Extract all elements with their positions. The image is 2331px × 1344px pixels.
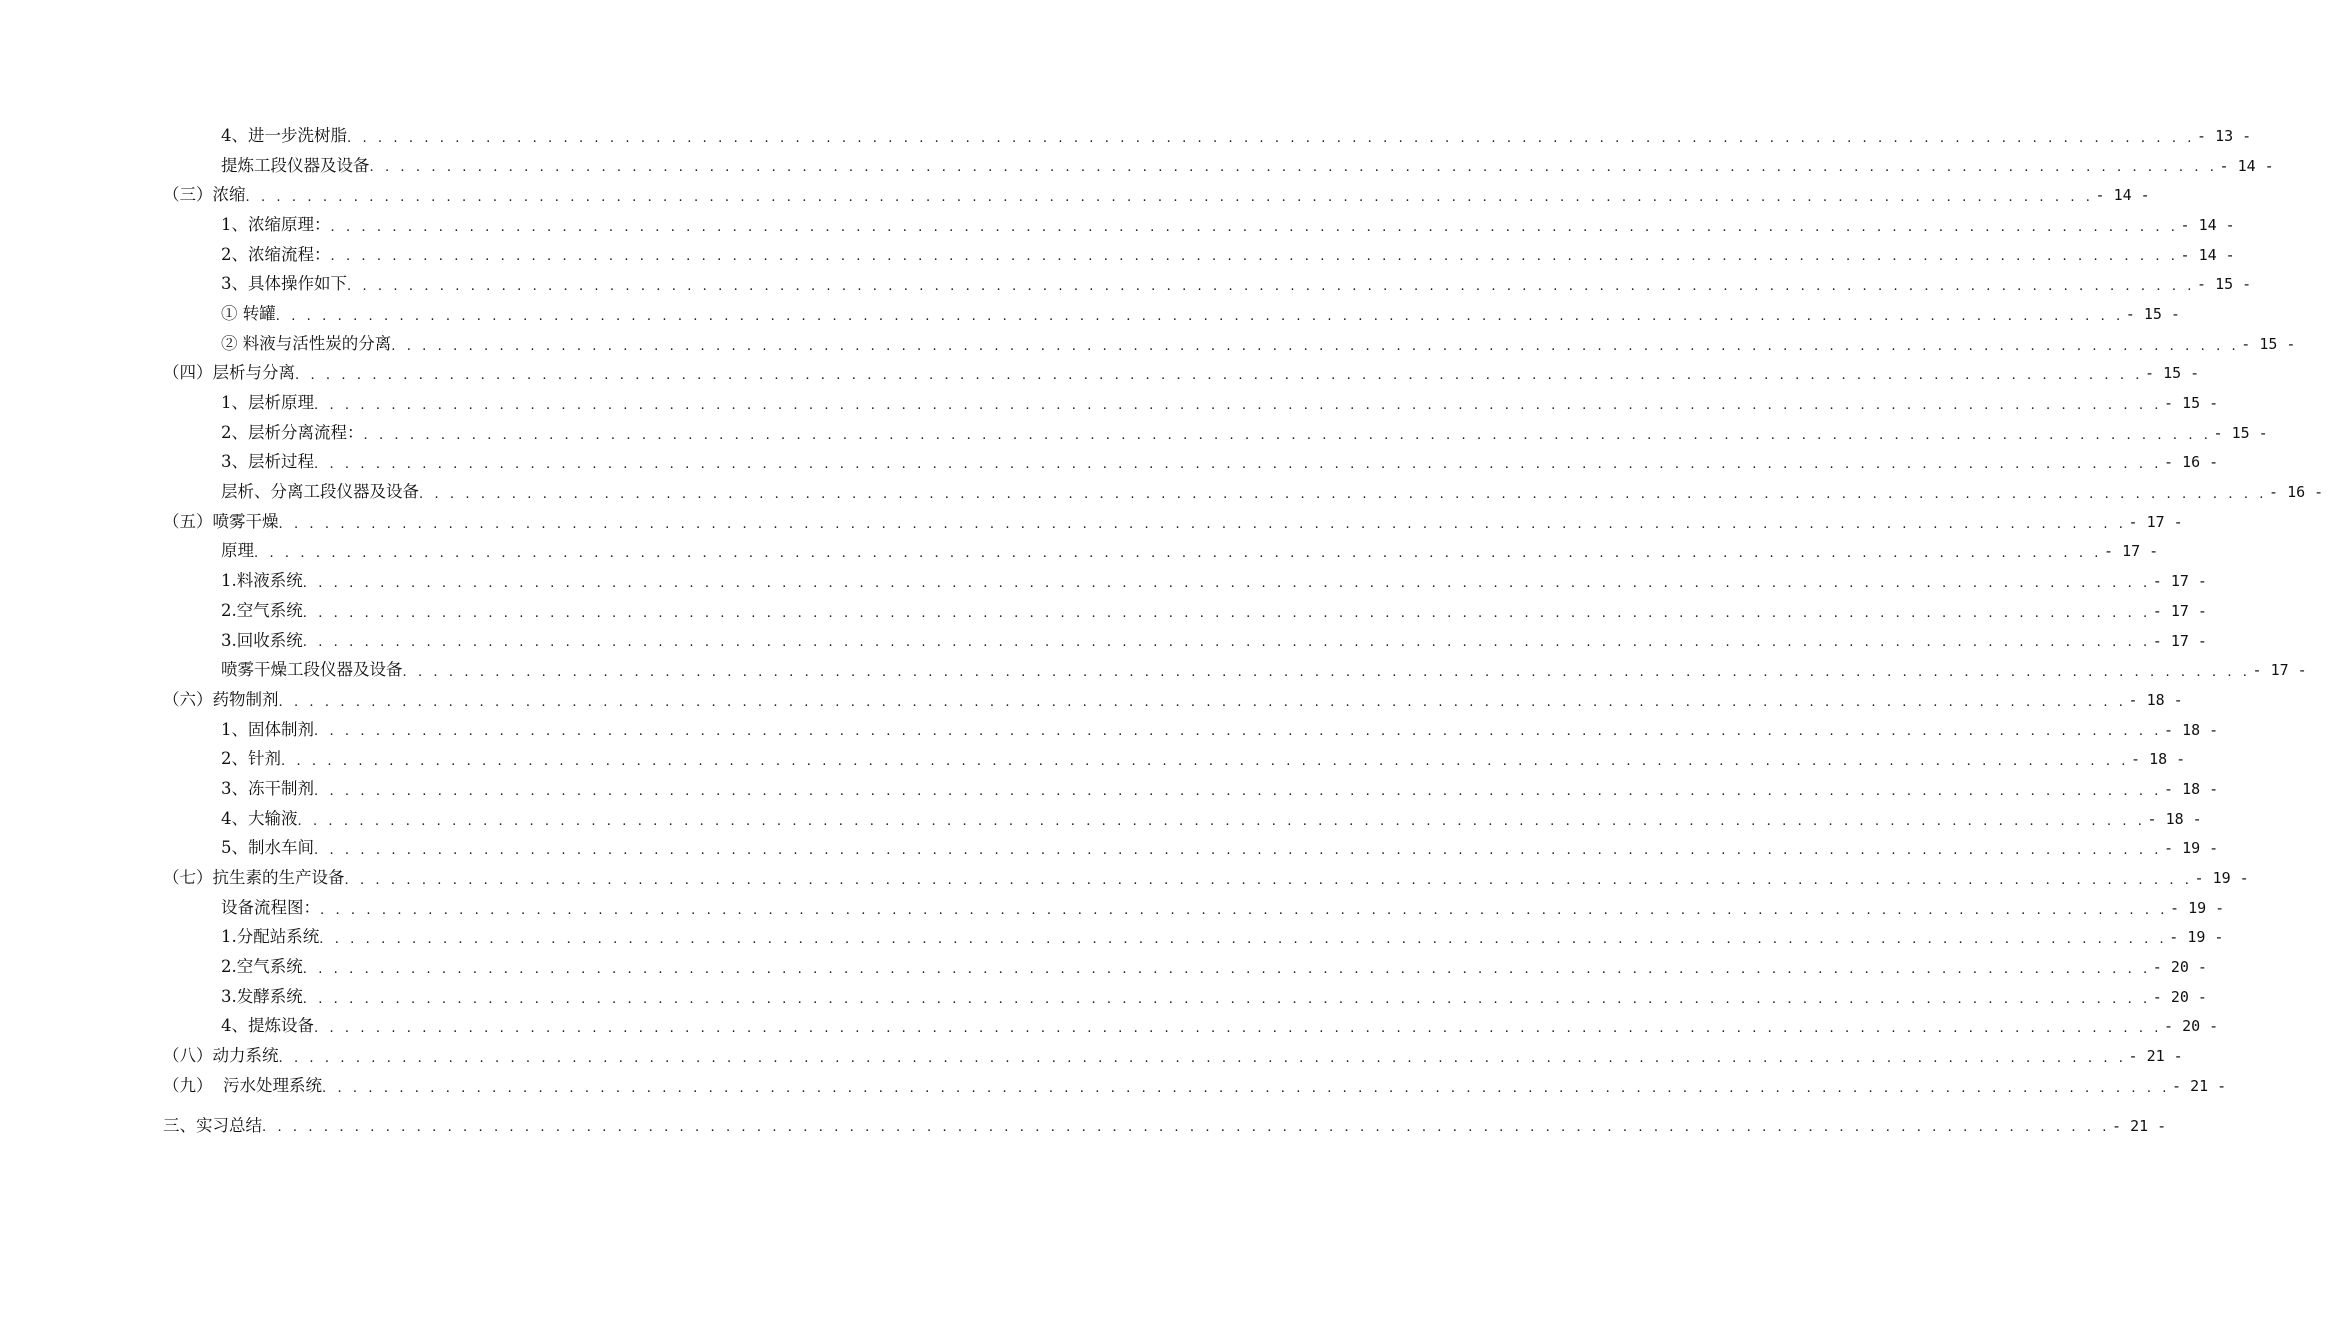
toc-entry-page-number: - 17 - xyxy=(2252,661,2307,680)
toc-entry-title: ② 料液与活性炭的分离 xyxy=(221,333,392,353)
toc-entry[interactable] xyxy=(0,269,2252,299)
toc-entry-page-number: - 14 - xyxy=(2180,245,2235,264)
toc-entry-title: 4、进一步洗树脂 xyxy=(221,125,347,145)
toc-entry-page-number: - 15 - xyxy=(2241,334,2296,353)
toc-entry[interactable] xyxy=(0,685,2183,715)
toc-dot-leader: . . . . . . . . . . . . . . . . . . . . . . . . . . . . . . . . . . . . . . . . . . . . . . . . . . . . . . . . . . . . . . . . . . . . . . . . . . . . . . . . . . . . . . . . . . . . . . . . . . . . . . . . . . . . . . . . . . . . . . . . xyxy=(330,249,2179,265)
toc-entry[interactable] xyxy=(0,448,2219,478)
toc-entry-title: 2、浓缩流程： xyxy=(221,244,331,264)
toc-entry-title: 三、实习总结 xyxy=(163,1115,262,1135)
toc-dot-leader: . . . . . . . . . . . . . . . . . . . . . . . . . . . . . . . . . . . . . . . . . . . . . . . . . . . . . . . . . . . . . . . . . . . . . . . . . . . . . . . . . . . . . . . . . . . . . . . . . . . . . . . . . . . . . . . . . . . . . . . . xyxy=(419,486,2268,502)
toc-dot-leader: . . . . . . . . . . . . . . . . . . . . . . . . . . . . . . . . . . . . . . . . . . . . . . . . . . . . . . . . . . . . . . . . . . . . . . . . . . . . . . . . . . . . . . . . . . . . . . . . . . . . . . . . . . . . . . . . . . . . . . . . xyxy=(320,902,2169,918)
toc-entry[interactable] xyxy=(0,744,2186,774)
toc-entry-page-number: - 19 - xyxy=(2170,898,2225,917)
toc-entry-title: ① 转罐 xyxy=(221,303,276,323)
toc-dot-leader: . . . . . . . . . . . . . . . . . . . . . . . . . . . . . . . . . . . . . . . . . . . . . . . . . . . . . . . . . . . . . . . . . . . . . . . . . . . . . . . . . . . . . . . . . . . . . . . . . . . . . . . . . . . . . . . . . . . . . . . . xyxy=(295,368,2144,384)
toc-entry-title: 1、固体制剂 xyxy=(221,719,314,739)
toc-entry-page-number: - 17 - xyxy=(2104,542,2159,561)
toc-entry-page-number: - 16 - xyxy=(2164,453,2219,472)
toc-dot-leader: . . . . . . . . . . . . . . . . . . . . . . . . . . . . . . . . . . . . . . . . . . . . . . . . . . . . . . . . . . . . . . . . . . . . . . . . . . . . . . . . . . . . . . . . . . . . . . . . . . . . . . . . . . . . . . . . . . . . . . . . xyxy=(302,605,2151,621)
toc-entry[interactable] xyxy=(0,804,2202,834)
toc-entry-page-number: - 14 - xyxy=(2180,215,2235,234)
toc-entry-title: 3、冻干制剂 xyxy=(221,778,314,798)
toc-dot-leader: . . . . . . . . . . . . . . . . . . . . . . . . . . . . . . . . . . . . . . . . . . . . . . . . . . . . . . . . . . . . . . . . . . . . . . . . . . . . . . . . . . . . . . . . . . . . . . . . . . . . . . . . . . . . . . . . . . . . . . . . xyxy=(319,932,2168,948)
toc-dot-leader: . . . . . . . . . . . . . . . . . . . . . . . . . . . . . . . . . . . . . . . . . . . . . . . . . . . . . . . . . . . . . . . . . . . . . . . . . . . . . . . . . . . . . . . . . . . . . . . . . . . . . . . . . . . . . . . . . . . . . . . . xyxy=(302,991,2151,1007)
toc-entry-page-number: - 15 - xyxy=(2145,364,2200,383)
toc-entry-title: 1.分配站系统 xyxy=(221,927,320,947)
toc-entry-page-number: - 21 - xyxy=(2172,1076,2227,1095)
toc-dot-leader: . . . . . . . . . . . . . . . . . . . . . . . . . . . . . . . . . . . . . . . . . . . . . . . . . . . . . . . . . . . . . . . . . . . . . . . . . . . . . . . . . . . . . . . . . . . . . . . . . . . . . . . . . . . . . . . . . . . . . . . . xyxy=(330,219,2179,235)
toc-entry-title: 1.料液系统 xyxy=(221,571,303,591)
toc-dot-leader: . . . . . . . . . . . . . . . . . . . . . . . . . . . . . . . . . . . . . . . . . . . . . . . . . . . . . . . . . . . . . . . . . . . . . . . . . . . . . . . . . . . . . . . . . . . . . . . . . . . . . . . . . . . . . . . . . . . . . . . . xyxy=(254,546,2103,562)
toc-entry-page-number: - 17 - xyxy=(2152,572,2207,591)
toc-entry-page-number: - 18 - xyxy=(2131,750,2186,769)
toc-entry-title: 2.空气系统 xyxy=(221,600,303,620)
toc-entry-title: 3、层析过程 xyxy=(221,452,314,472)
toc-entry-page-number: - 17 - xyxy=(2152,601,2207,620)
toc-entry-page-number: - 19 - xyxy=(2169,928,2224,947)
toc-entry-page-number: - 18 - xyxy=(2147,809,2202,828)
toc-dot-leader: . . . . . . . . . . . . . . . . . . . . . . . . . . . . . . . . . . . . . . . . . . . . . . . . . . . . . . . . . . . . . . . . . . . . . . . . . . . . . . . . . . . . . . . . . . . . . . . . . . . . . . . . . . . . . . . . . . . . . . . . xyxy=(314,724,2163,740)
toc-entry-title: 原理 xyxy=(221,541,254,561)
toc-entry[interactable] xyxy=(0,329,2296,359)
toc-entry-page-number: - 16 - xyxy=(2269,483,2324,502)
toc-dot-leader: . . . . . . . . . . . . . . . . . . . . . . . . . . . . . . . . . . . . . . . . . . . . . . . . . . . . . . . . . . . . . . . . . . . . . . . . . . . . . . . . . . . . . . . . . . . . . . . . . . . . . . . . . . . . . . . . . . . . . . . . xyxy=(369,160,2218,176)
toc-entry-page-number: - 20 - xyxy=(2164,1017,2219,1036)
toc-dot-leader: . . . . . . . . . . . . . . . . . . . . . . . . . . . . . . . . . . . . . . . . . . . . . . . . . . . . . . . . . . . . . . . . . . . . . . . . . . . . . . . . . . . . . . . . . . . . . . . . . . . . . . . . . . . . . . . . . . . . . . . . xyxy=(344,872,2193,888)
toc-entry[interactable] xyxy=(0,121,2252,151)
toc-entry-title: （六）药物制剂 xyxy=(163,689,279,709)
toc-entry-page-number: - 13 - xyxy=(2197,126,2252,145)
toc-dot-leader: . . . . . . . . . . . . . . . . . . . . . . . . . . . . . . . . . . . . . . . . . . . . . . . . . . . . . . . . . . . . . . . . . . . . . . . . . . . . . . . . . . . . . . . . . . . . . . . . . . . . . . . . . . . . . . . . . . . . . . . . xyxy=(302,635,2151,651)
table-of-contents xyxy=(0,121,2324,1140)
toc-entry-title: 5、制水车间 xyxy=(221,838,314,858)
toc-entry[interactable] xyxy=(0,388,2219,418)
toc-dot-leader: . . . . . . . . . . . . . . . . . . . . . . . . . . . . . . . . . . . . . . . . . . . . . . . . . . . . . . . . . . . . . . . . . . . . . . . . . . . . . . . . . . . . . . . . . . . . . . . . . . . . . . . . . . . . . . . . . . . . . . . . xyxy=(278,694,2127,710)
toc-dot-leader: . . . . . . . . . . . . . . . . . . . . . . . . . . . . . . . . . . . . . . . . . . . . . . . . . . . . . . . . . . . . . . . . . . . . . . . . . . . . . . . . . . . . . . . . . . . . . . . . . . . . . . . . . . . . . . . . . . . . . . . . xyxy=(314,783,2163,799)
toc-dot-leader: . . . . . . . . . . . . . . . . . . . . . . . . . . . . . . . . . . . . . . . . . . . . . . . . . . . . . . . . . . . . . . . . . . . . . . . . . . . . . . . . . . . . . . . . . . . . . . . . . . . . . . . . . . . . . . . . . . . . . . . . xyxy=(347,130,2196,146)
toc-entry-page-number: - 15 - xyxy=(2213,423,2268,442)
toc-entry-title: （四）层析与分离 xyxy=(163,363,295,383)
toc-dot-leader: . . . . . . . . . . . . . . . . . . . . . . . . . . . . . . . . . . . . . . . . . . . . . . . . . . . . . . . . . . . . . . . . . . . . . . . . . . . . . . . . . . . . . . . . . . . . . . . . . . . . . . . . . . . . . . . . . . . . . . . . xyxy=(314,843,2163,859)
toc-entry[interactable] xyxy=(0,507,2183,537)
toc-entry-title: 1、浓缩原理： xyxy=(221,214,331,234)
toc-entry[interactable] xyxy=(0,566,2207,596)
toc-entry-title: （七）抗生素的生产设备 xyxy=(163,868,345,888)
toc-entry-title: 3.回收系统 xyxy=(221,630,303,650)
toc-entry[interactable] xyxy=(0,982,2207,1012)
toc-entry[interactable] xyxy=(0,863,2249,893)
toc-entry-page-number: - 18 - xyxy=(2128,690,2183,709)
toc-entry[interactable] xyxy=(0,477,2324,507)
toc-entry[interactable] xyxy=(0,774,2219,804)
toc-entry-page-number: - 15 - xyxy=(2164,394,2219,413)
toc-entry[interactable] xyxy=(0,626,2207,656)
toc-entry-page-number: - 17 - xyxy=(2128,512,2183,531)
toc-dot-leader: . . . . . . . . . . . . . . . . . . . . . . . . . . . . . . . . . . . . . . . . . . . . . . . . . . . . . . . . . . . . . . . . . . . . . . . . . . . . . . . . . . . . . . . . . . . . . . . . . . . . . . . . . . . . . . . . . . . . . . . . xyxy=(302,576,2151,591)
toc-entry-title: 1、层析原理 xyxy=(221,393,314,413)
toc-entry-title: 3.发酵系统 xyxy=(221,986,303,1006)
toc-dot-leader: . . . . . . . . . . . . . . . . . . . . . . . . . . . . . . . . . . . . . . . . . . . . . . . . . . . . . . . . . . . . . . . . . . . . . . . . . . . . . . . . . . . . . . . . . . . . . . . . . . . . . . . . . . . . . . . . . . . . . . . . xyxy=(275,308,2124,324)
toc-entry[interactable] xyxy=(0,1012,2219,1042)
toc-entry[interactable] xyxy=(0,655,2307,685)
toc-dot-leader: . . . . . . . . . . . . . . . . . . . . . . . . . . . . . . . . . . . . . . . . . . . . . . . . . . . . . . . . . . . . . . . . . . . . . . . . . . . . . . . . . . . . . . . . . . . . . . . . . . . . . . . . . . . . . . . . . . . . . . . . xyxy=(278,1051,2127,1066)
toc-entry-title: 层析、分离工段仪器及设备 xyxy=(221,482,419,502)
toc-entry-page-number: - 14 - xyxy=(2219,156,2274,175)
toc-entry-page-number: - 21 - xyxy=(2112,1116,2167,1135)
toc-entry-page-number: - 19 - xyxy=(2164,839,2219,858)
toc-entry-page-number: - 17 - xyxy=(2152,631,2207,650)
toc-entry-page-number: - 15 - xyxy=(2125,304,2180,323)
toc-entry-page-number: - 20 - xyxy=(2152,987,2207,1006)
toc-dot-leader: . . . . . . . . . . . . . . . . . . . . . . . . . . . . . . . . . . . . . . . . . . . . . . . . . . . . . . . . . . . . . . . . . . . . . . . . . . . . . . . . . . . . . . . . . . . . . . . . . . . . . . . . . . . . . . . . . . . . . . . . xyxy=(347,279,2196,295)
toc-entry-page-number: - 21 - xyxy=(2128,1047,2183,1066)
toc-entry-page-number: - 15 - xyxy=(2197,275,2252,294)
toc-entry-page-number: - 18 - xyxy=(2164,779,2219,798)
toc-dot-leader: . . . . . . . . . . . . . . . . . . . . . . . . . . . . . . . . . . . . . . . . . . . . . . . . . . . . . . . . . . . . . . . . . . . . . . . . . . . . . . . . . . . . . . . . . . . . . . . . . . . . . . . . . . . . . . . . . . . . . . . . xyxy=(262,1120,2111,1136)
toc-entry[interactable] xyxy=(0,151,2274,181)
toc-entry[interactable] xyxy=(0,893,2225,923)
toc-entry-title: （八）动力系统 xyxy=(163,1046,279,1066)
toc-entry[interactable] xyxy=(0,240,2235,270)
toc-entry-title: 3、具体操作如下 xyxy=(221,274,347,294)
toc-entry-title: （九） 污水处理系统 xyxy=(163,1075,322,1095)
toc-dot-leader: . . . . . . . . . . . . . . . . . . . . . . . . . . . . . . . . . . . . . . . . . . . . . . . . . . . . . . . . . . . . . . . . . . . . . . . . . . . . . . . . . . . . . . . . . . . . . . . . . . . . . . . . . . . . . . . . . . . . . . . . xyxy=(314,457,2163,473)
toc-entry-title: 喷雾干燥工段仪器及设备 xyxy=(221,660,403,680)
toc-entry-title: （三）浓缩 xyxy=(163,185,246,205)
toc-entry-title: 2、层析分离流程： xyxy=(221,422,364,442)
toc-dot-leader: . . . . . . . . . . . . . . . . . . . . . . . . . . . . . . . . . . . . . . . . . . . . . . . . . . . . . . . . . . . . . . . . . . . . . . . . . . . . . . . . . . . . . . . . . . . . . . . . . . . . . . . . . . . . . . . . . . . . . . . . xyxy=(302,961,2151,977)
toc-entry-page-number: - 14 - xyxy=(2095,186,2150,205)
toc-dot-leader: . . . . . . . . . . . . . . . . . . . . . . . . . . . . . . . . . . . . . . . . . . . . . . . . . . . . . . . . . . . . . . . . . . . . . . . . . . . . . . . . . . . . . . . . . . . . . . . . . . . . . . . . . . . . . . . . . . . . . . . . xyxy=(297,813,2146,829)
toc-dot-leader: . . . . . . . . . . . . . . . . . . . . . . . . . . . . . . . . . . . . . . . . . . . . . . . . . . . . . . . . . . . . . . . . . . . . . . . . . . . . . . . . . . . . . . . . . . . . . . . . . . . . . . . . . . . . . . . . . . . . . . . . xyxy=(245,190,2094,206)
toc-entry[interactable] xyxy=(0,952,2207,982)
toc-entry[interactable] xyxy=(0,359,2200,389)
toc-entry[interactable] xyxy=(0,180,2150,210)
toc-entry[interactable] xyxy=(0,834,2219,864)
toc-dot-leader: . . . . . . . . . . . . . . . . . . . . . . . . . . . . . . . . . . . . . . . . . . . . . . . . . . . . . . . . . . . . . . . . . . . . . . . . . . . . . . . . . . . . . . . . . . . . . . . . . . . . . . . . . . . . . . . . . . . . . . . . xyxy=(314,1021,2163,1037)
toc-entry-page-number: - 20 - xyxy=(2152,958,2207,977)
toc-entry[interactable] xyxy=(0,1111,2167,1141)
toc-entry-title: 4、大输液 xyxy=(221,808,298,828)
toc-entry-title: 设备流程图： xyxy=(221,897,320,917)
toc-entry-title: 4、提炼设备 xyxy=(221,1016,314,1036)
toc-entry[interactable] xyxy=(0,299,2180,329)
toc-entry-title: 2、针剂 xyxy=(221,749,281,769)
toc-entry-title: 提炼工段仪器及设备 xyxy=(221,155,370,175)
toc-dot-leader: . . . . . . . . . . . . . . . . . . . . . . . . . . . . . . . . . . . . . . . . . . . . . . . . . . . . . . . . . . . . . . . . . . . . . . . . . . . . . . . . . . . . . . . . . . . . . . . . . . . . . . . . . . . . . . . . . . . . . . . . xyxy=(314,397,2163,413)
toc-dot-leader: . . . . . . . . . . . . . . . . . . . . . . . . . . . . . . . . . . . . . . . . . . . . . . . . . . . . . . . . . . . . . . . . . . . . . . . . . . . . . . . . . . . . . . . . . . . . . . . . . . . . . . . . . . . . . . . . . . . . . . . . xyxy=(391,338,2240,354)
toc-entry[interactable] xyxy=(0,596,2207,626)
toc-entry[interactable] xyxy=(0,1071,2227,1101)
toc-entry-title: （五）喷雾干燥 xyxy=(163,511,279,531)
toc-dot-leader: . . . . . . . . . . . . . . . . . . . . . . . . . . . . . . . . . . . . . . . . . . . . . . . . . . . . . . . . . . . . . . . . . . . . . . . . . . . . . . . . . . . . . . . . . . . . . . . . . . . . . . . . . . . . . . . . . . . . . . . . xyxy=(363,427,2212,443)
toc-entry[interactable] xyxy=(0,537,2159,567)
toc-entry[interactable] xyxy=(0,923,2224,953)
toc-entry[interactable] xyxy=(0,210,2235,240)
toc-dot-leader: . . . . . . . . . . . . . . . . . . . . . . . . . . . . . . . . . . . . . . . . . . . . . . . . . . . . . . . . . . . . . . . . . . . . . . . . . . . . . . . . . . . . . . . . . . . . . . . . . . . . . . . . . . . . . . . . . . . . . . . . xyxy=(402,665,2251,681)
toc-entry[interactable] xyxy=(0,1041,2183,1071)
toc-entry[interactable] xyxy=(0,418,2268,448)
toc-dot-leader: . . . . . . . . . . . . . . . . . . . . . . . . . . . . . . . . . . . . . . . . . . . . . . . . . . . . . . . . . . . . . . . . . . . . . . . . . . . . . . . . . . . . . . . . . . . . . . . . . . . . . . . . . . . . . . . . . . . . . . . . xyxy=(322,1080,2171,1096)
toc-entry-title: 2.空气系统 xyxy=(221,957,303,977)
toc-entry-page-number: - 19 - xyxy=(2194,869,2249,888)
toc-entry[interactable] xyxy=(0,715,2219,745)
toc-entry-page-number: - 18 - xyxy=(2164,720,2219,739)
toc-dot-leader: . . . . . . . . . . . . . . . . . . . . . . . . . . . . . . . . . . . . . . . . . . . . . . . . . . . . . . . . . . . . . . . . . . . . . . . . . . . . . . . . . . . . . . . . . . . . . . . . . . . . . . . . . . . . . . . . . . . . . . . . xyxy=(281,754,2130,770)
toc-dot-leader: . . . . . . . . . . . . . . . . . . . . . . . . . . . . . . . . . . . . . . . . . . . . . . . . . . . . . . . . . . . . . . . . . . . . . . . . . . . . . . . . . . . . . . . . . . . . . . . . . . . . . . . . . . . . . . . . . . . . . . . . xyxy=(278,516,2127,532)
